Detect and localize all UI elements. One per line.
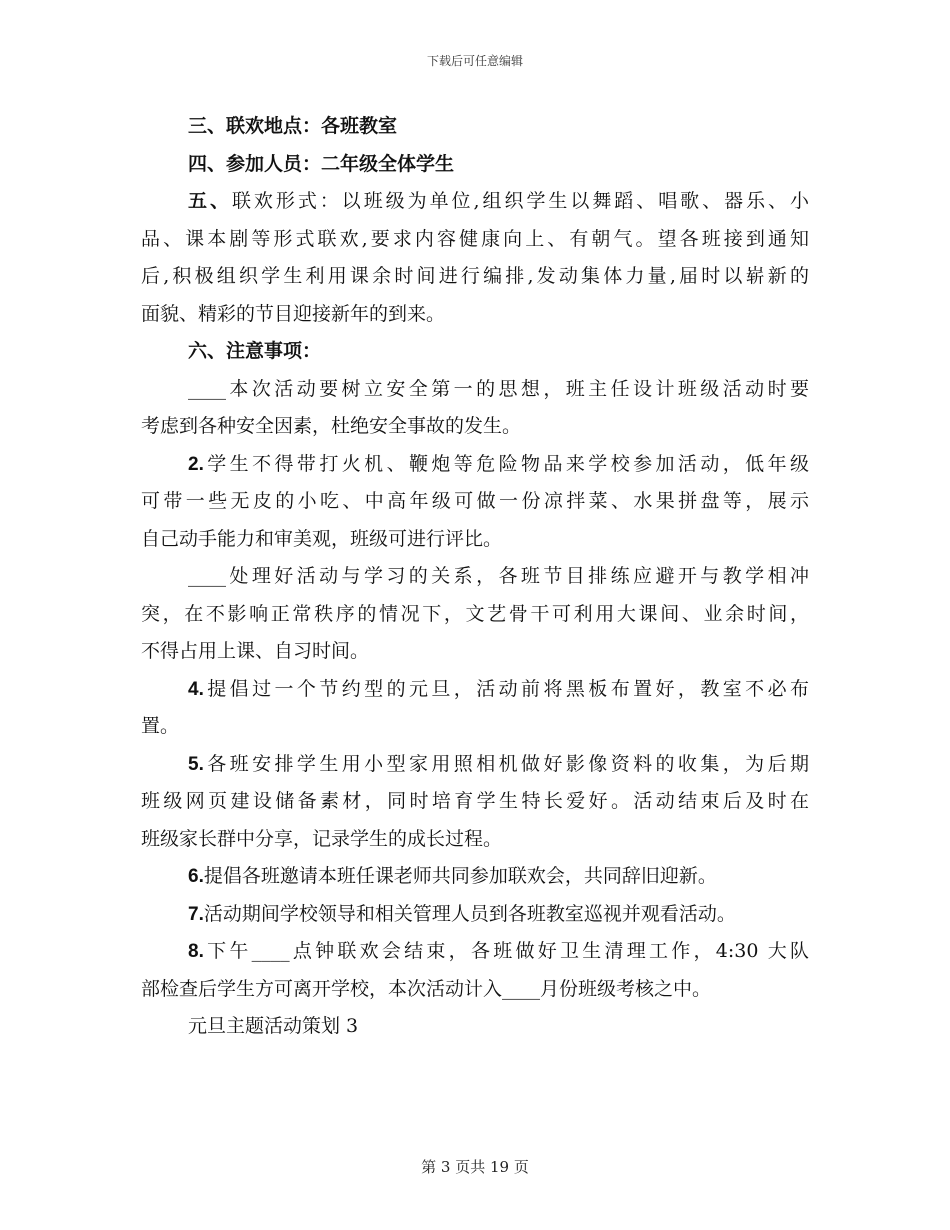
item-5-number: 5. — [188, 753, 204, 775]
page-number-footer: 第 3 页共 19 页 — [421, 1158, 529, 1176]
item-2-number: 2. — [188, 453, 204, 475]
item-2-text: 学生不得带打火机、鞭炮等危险物品来学校参加活动，低年级 — [203, 452, 809, 475]
next-section-title: 元旦主题活动策划 3 — [188, 1015, 359, 1037]
item-4-line-1 — [141, 671, 809, 709]
item-7-number: 7. — [188, 903, 204, 925]
section-5-line-3: 后,积极组织学生利用课余时间进行编排,发动集体力量,届时以崭新的 — [141, 265, 809, 287]
item-4-line-2: 置。 — [141, 715, 180, 737]
item-6-text: 提倡各班邀请本班任课老师共同参加联欢会，共同辞旧迎新。 — [203, 865, 717, 887]
document-body — [141, 108, 809, 1046]
item-5-line-3: 班级家长群中分享，记录学生的成长过程。 — [141, 827, 503, 850]
section-5-text: 联欢形式：以班级为单位,组织学生以舞蹈、唱歌、器乐、小 — [231, 190, 809, 212]
item-2-line-1 — [141, 446, 809, 484]
item-7-text: 活动期间学校领导和相关管理人员到各班教室巡视并观看活动。 — [203, 902, 736, 925]
item-2-line-2: 可带一些无皮的小吃、中高年级可做一份凉拌菜、水果拼盘等，展示 — [141, 490, 809, 512]
item-6-number: 6. — [188, 866, 204, 887]
item-8-number: 8. — [188, 941, 204, 962]
item-1-line-2: 考虑到各种安全因素，杜绝安全事故的发生。 — [141, 415, 522, 437]
item-5-text: 各班安排学生用小型家用照相机做好影像资料的收集，为后期 — [203, 752, 809, 775]
section-6-heading: 六、注意事项： — [188, 340, 322, 362]
item-2-line-3: 自己动手能力和审美观，班级可进行评比。 — [141, 527, 503, 550]
item-8-line-2: 部检查后学生方可离开学校，本次活动计入____月份班级考核之中。 — [141, 977, 712, 1000]
section-5-number: 五、 — [188, 190, 232, 212]
item-4-text: 提倡过一个节约型的元旦，活动前将黑板布置好，教室不必布 — [203, 677, 809, 700]
item-5-line-1 — [141, 746, 809, 784]
item-8-text: 下午____点钟联欢会结束，各班做好卫生清理工作，4:30 大队 — [203, 940, 809, 962]
item-3-line-3: 不得占用上课、自习时间。 — [141, 640, 370, 662]
item-8-line-1 — [141, 933, 809, 971]
item-4-number: 4. — [188, 678, 204, 700]
section-5-line-1 — [141, 183, 809, 221]
section-4-heading: 四、参加人员：二年级全体学生 — [188, 152, 455, 175]
section-3-heading: 三、联欢地点：各班教室 — [188, 115, 398, 137]
section-5-line-4: 面貌、精彩的节目迎接新年的到来。 — [141, 302, 446, 325]
item-6-line-1 — [141, 858, 809, 896]
item-3-line-1: ____处理好活动与学习的关系，各班节目排练应避开与教学相冲 — [188, 565, 809, 587]
item-7-line-1 — [141, 896, 809, 934]
section-5-line-2: 品、课本剧等形式联欢,要求内容健康向上、有朝气。望各班接到通知 — [141, 227, 809, 250]
item-1-line-1: ____本次活动要树立安全第一的思想，班主任设计班级活动时要 — [188, 377, 809, 400]
page-header-note: 下载后可任意编辑 — [426, 54, 523, 68]
item-3-line-2: 突，在不影响正常秩序的情况下，文艺骨干可利用大课间、业余时间， — [141, 602, 809, 625]
item-5-line-2: 班级网页建设储备素材，同时培育学生特长爱好。活动结束后及时在 — [141, 790, 809, 812]
